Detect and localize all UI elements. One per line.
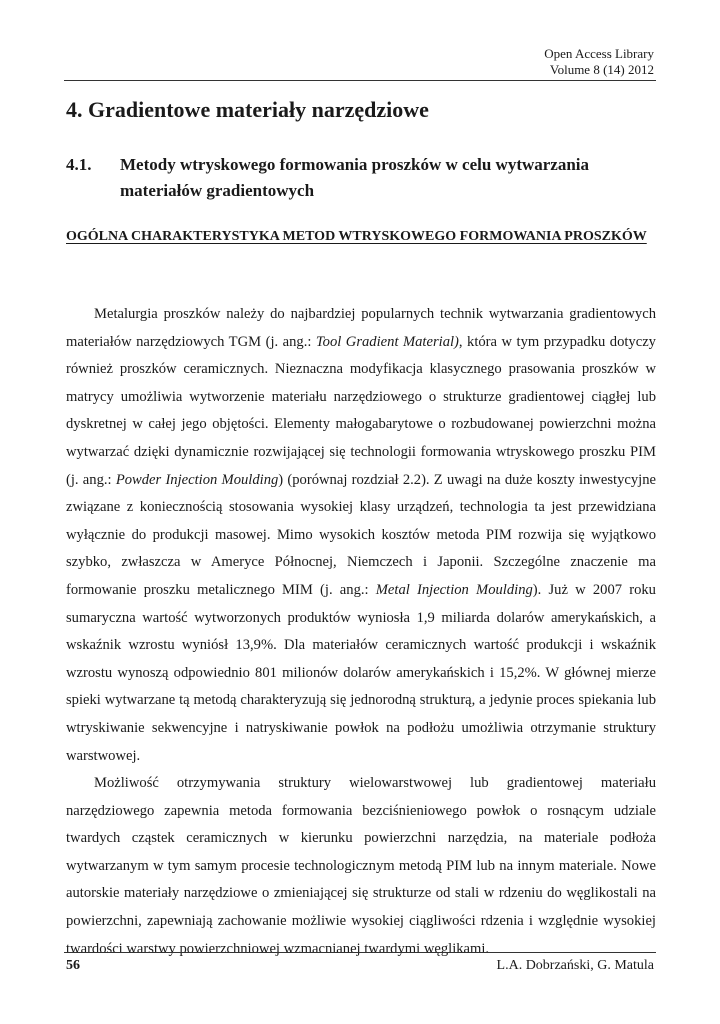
text-run: ) (porównaj rozdział 2.2). Z uwagi na duże koszty inwestycyjne związane z koniecznością stosowania wysokiej klasy urządzeń, technologia ta jest przewidziana wyłącznie do produkcji masowej. Mimo wysokich kosztów metoda PIM rozwija się wyjątkowo szybko, zwłaszcza w Ameryce Północnej, Niemczech i Japonii. Szczególne znaczenie ma formowanie proszku metalicznego MIM (j. ang.:	[66, 471, 656, 598]
paragraph-1	[66, 301, 656, 770]
body-text	[66, 288, 656, 963]
header-series-title: Open Access Library	[544, 46, 654, 61]
section-title: Metody wtryskowego formowania proszków w celu wytwarzania materiałów gradientowych	[120, 155, 590, 200]
italic-term: Tool Gradient Material)	[315, 333, 459, 350]
paragraph-2	[66, 770, 656, 963]
section-number: 4.1.	[66, 155, 92, 174]
footer-authors: L.A. Dobrzański, G. Matula	[496, 958, 654, 973]
header-volume: Volume 8 (14) 2012	[549, 62, 654, 77]
page-number: 56	[66, 958, 80, 973]
text-run: Metalurgia proszków należy do najbardziej popularnych technik wytwarzania gradientowych materiałów narzędziowych TGM (j. ang.:	[66, 306, 656, 350]
text-run: Możliwość otrzymywania struktury wielowarstwowej lub gradientowej materiału narzędziowego zapewnia metoda formowania bezciśnieniowego powłok o rosnącym udziale twardych cząstek ceramicznych w kierunku powierzchni narzędzia, na materiale podłoża wytwarzanym w tym samym procesie technologicznym metodą PIM lub na innym materiale. Nowe autorskie materiały narzędziowe o zmieniającej się strukturze od stali w rdzeniu do węglikostali na powierzchni, zapewniają zachowanie możliwie wysokiej ciągliwości rdzenia i względnie wysokiej twardości warstwy powierzchniowej wzmacnianej twardymi węglikami.	[66, 775, 656, 957]
header-rule	[64, 80, 656, 81]
running-header	[544, 46, 654, 78]
subsection-title-text: OGÓLNA CHARAKTERYSTYKA METOD WTRYSKOWEGO FORMOWANIA PROSZKÓW	[66, 229, 647, 244]
italic-term: Powder Injection Moulding	[115, 471, 279, 488]
section-heading	[66, 152, 656, 204]
subsection-title	[66, 224, 656, 250]
text-run: , która w tym przypadku dotyczy również proszków ceramicznych. Nieznaczna modyfikacja klasycznego prasowania proszków w matrycy umożliwia wytworzenie materiału narzędziowego o strukturze gradientowej ciągłej lub dyskretnej w całej jego objętości. Elementy małogabarytowe o rozbudowanej powierzchni można wytwarzać dzięki dynamicznie rozwijającej się technologii formowania wtryskowego proszku PIM (j. ang.:	[66, 333, 656, 488]
italic-term: Metal Injection Moulding	[375, 581, 533, 598]
chapter-title: 4. Gradientowe materiały narzędziowe	[66, 97, 429, 122]
text-run: ). Już w 2007 roku sumaryczna wartość wytworzonych produktów wyniosła 1,9 miliarda dolarów amerykańskich, a wskaźnik wzrostu wyniósł 13,9%. Dla materiałów ceramicznych wartość produkcji i wskaźnik wzrostu wynoszą odpowiednio 801 milionów dolarów amerykańskich i 15,2%. W głównej mierze spieki wytwarzane tą metodą charakteryzują się jednorodną strukturą, a jedynie proces spiekania lub wtryskiwanie sekwencyjne i natryskiwanie powłok na podłożu umożliwia otrzymanie struktury warstwowej.	[66, 581, 656, 764]
footer-rule	[64, 952, 656, 953]
